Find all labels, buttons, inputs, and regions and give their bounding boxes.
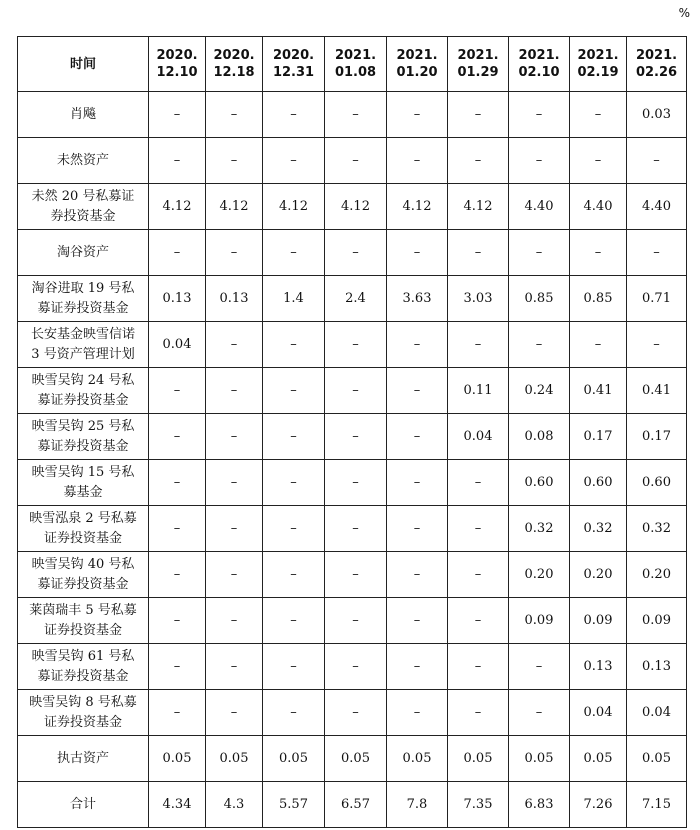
date-column-header [206, 37, 263, 92]
holder-name-line: 莱茵瑞丰 5 号私募 [29, 602, 137, 618]
date-header-line: 02.26 [635, 65, 678, 80]
table-row [18, 552, 687, 598]
holder-name-cell [18, 276, 149, 322]
value-cell: 0.05 [149, 736, 206, 782]
holder-name-line: 长安基金映雪信诺 [30, 326, 135, 342]
holder-name-cell [18, 230, 149, 276]
value-cell: 0.13 [206, 276, 263, 322]
value-cell: 0.32 [509, 506, 570, 552]
date-header-line: 2021. [518, 48, 560, 63]
value-cell: – [263, 552, 325, 598]
value-cell: – [149, 368, 206, 414]
value-cell: – [325, 460, 387, 506]
value-cell: – [509, 644, 570, 690]
value-cell: – [206, 552, 263, 598]
value-cell: 0.13 [570, 644, 627, 690]
holder-name-cell [18, 782, 149, 828]
value-cell: – [325, 552, 387, 598]
holder-name-cell [18, 92, 149, 138]
value-cell: 7.35 [448, 782, 509, 828]
value-cell: 4.3 [206, 782, 263, 828]
value-cell: – [627, 322, 687, 368]
date-header-line: 2021. [577, 48, 619, 63]
table-row [18, 230, 687, 276]
table-row [18, 184, 687, 230]
value-cell: – [387, 460, 448, 506]
value-cell: – [206, 368, 263, 414]
value-cell: 1.4 [263, 276, 325, 322]
value-cell: 7.8 [387, 782, 448, 828]
value-cell: 0.05 [627, 736, 687, 782]
holder-name-line: 映雪吴钩 15 号私 [31, 464, 135, 480]
value-cell: 0.04 [570, 690, 627, 736]
value-cell: – [570, 322, 627, 368]
value-cell: – [263, 92, 325, 138]
holder-name-line: 肖飚 [69, 106, 96, 122]
value-cell: – [448, 552, 509, 598]
holder-name-line: 证券投资基金 [43, 622, 122, 638]
date-header-line: 2020. [272, 48, 315, 63]
value-cell: 0.05 [325, 736, 387, 782]
value-cell: – [149, 414, 206, 460]
value-cell: – [448, 460, 509, 506]
holder-name-cell [18, 644, 149, 690]
value-cell: 0.17 [570, 414, 627, 460]
value-cell: – [149, 552, 206, 598]
value-cell: – [149, 138, 206, 184]
date-column-header [387, 37, 448, 92]
value-cell: 4.40 [509, 184, 570, 230]
value-cell: – [263, 690, 325, 736]
value-cell: – [149, 598, 206, 644]
value-cell: 0.09 [627, 598, 687, 644]
value-cell: – [387, 690, 448, 736]
table-row [18, 598, 687, 644]
holder-name-cell [18, 138, 149, 184]
value-cell: 0.09 [509, 598, 570, 644]
value-cell: 4.12 [325, 184, 387, 230]
holder-name-line: 3 号资产管理计划 [31, 346, 135, 362]
value-cell: 0.20 [570, 552, 627, 598]
value-cell: – [627, 230, 687, 276]
date-column-header [149, 37, 206, 92]
value-cell: 0.08 [509, 414, 570, 460]
value-cell: – [263, 414, 325, 460]
holder-name-line: 映雪吴钩 24 号私 [31, 372, 135, 388]
value-cell: 0.11 [448, 368, 509, 414]
value-cell: – [149, 506, 206, 552]
holder-name-cell [18, 598, 149, 644]
table-row [18, 460, 687, 506]
holder-name-cell [18, 368, 149, 414]
value-cell: 0.04 [627, 690, 687, 736]
value-cell: 0.60 [509, 460, 570, 506]
table-row [18, 736, 687, 782]
value-cell: – [149, 644, 206, 690]
value-cell: 0.85 [509, 276, 570, 322]
header-row [18, 37, 687, 92]
value-cell: – [387, 644, 448, 690]
value-cell: – [570, 138, 627, 184]
value-cell: – [325, 138, 387, 184]
value-cell: 0.32 [570, 506, 627, 552]
value-cell: – [325, 598, 387, 644]
value-cell: – [448, 92, 509, 138]
value-cell: – [448, 230, 509, 276]
date-header-line: 02.19 [577, 65, 619, 80]
date-column-header [627, 37, 687, 92]
value-cell: 0.41 [570, 368, 627, 414]
date-column-header [509, 37, 570, 92]
date-header-line: 12.18 [213, 65, 255, 80]
date-header-line: 2021. [396, 48, 438, 63]
value-cell: 0.05 [206, 736, 263, 782]
value-cell: – [263, 230, 325, 276]
date-header-line: 12.31 [272, 65, 315, 80]
table-row [18, 276, 687, 322]
value-cell: – [387, 322, 448, 368]
value-cell: 0.85 [570, 276, 627, 322]
value-cell: – [325, 506, 387, 552]
value-cell: – [325, 92, 387, 138]
value-cell: – [149, 92, 206, 138]
date-header-line: 2021. [457, 48, 499, 63]
date-header-line: 2021. [635, 48, 678, 63]
value-cell: 3.03 [448, 276, 509, 322]
holder-name-line: 募证券投资基金 [37, 300, 129, 316]
value-cell: 0.24 [509, 368, 570, 414]
value-cell: – [448, 690, 509, 736]
holder-name-cell [18, 506, 149, 552]
value-cell: 0.17 [627, 414, 687, 460]
value-cell: 0.03 [627, 92, 687, 138]
date-column-header [570, 37, 627, 92]
value-cell: – [387, 414, 448, 460]
value-cell: – [206, 506, 263, 552]
holder-name-cell [18, 414, 149, 460]
value-cell: – [325, 414, 387, 460]
value-cell: 0.09 [570, 598, 627, 644]
date-header-line: 02.10 [518, 65, 560, 80]
holder-name-line: 映雪吴钩 40 号私 [31, 556, 135, 572]
value-cell: 0.60 [627, 460, 687, 506]
value-cell: – [263, 322, 325, 368]
value-cell: – [263, 460, 325, 506]
value-cell: – [627, 138, 687, 184]
unit-label: % [678, 6, 690, 20]
value-cell: – [325, 690, 387, 736]
table-row [18, 782, 687, 828]
value-cell: 0.41 [627, 368, 687, 414]
value-cell: 4.12 [149, 184, 206, 230]
value-cell: – [149, 690, 206, 736]
value-cell: – [206, 138, 263, 184]
value-cell: – [149, 230, 206, 276]
value-cell: – [206, 598, 263, 644]
date-column-header [263, 37, 325, 92]
value-cell: – [206, 460, 263, 506]
value-cell: – [206, 690, 263, 736]
date-header-line: 01.29 [457, 65, 499, 80]
value-cell: 0.20 [509, 552, 570, 598]
holder-name-line: 映雪吴钩 8 号私募 [29, 694, 137, 710]
holder-name-line: 淘谷资产 [56, 244, 109, 260]
date-header-line: 2020. [156, 48, 198, 63]
date-header-line: 2020. [213, 48, 255, 63]
value-cell: – [509, 138, 570, 184]
value-cell: 4.40 [570, 184, 627, 230]
holder-name-cell [18, 552, 149, 598]
holder-name-line: 募证券投资基金 [37, 668, 129, 684]
value-cell: – [570, 230, 627, 276]
value-cell: – [206, 230, 263, 276]
value-cell: 2.4 [325, 276, 387, 322]
table-row [18, 414, 687, 460]
date-header-line: 01.08 [334, 65, 377, 80]
holder-name-line: 证券投资基金 [43, 530, 122, 546]
holder-name-cell [18, 736, 149, 782]
value-cell: 0.05 [387, 736, 448, 782]
value-cell: – [509, 690, 570, 736]
date-header-line: 12.10 [156, 65, 198, 80]
value-cell: – [448, 506, 509, 552]
value-cell: – [509, 230, 570, 276]
holder-name-cell [18, 184, 149, 230]
value-cell: 4.12 [387, 184, 448, 230]
table-row [18, 322, 687, 368]
holder-name-line: 券投资基金 [50, 208, 116, 224]
holder-name-line: 未然 20 号私募证 [31, 188, 135, 204]
table-row [18, 644, 687, 690]
value-cell: 0.05 [509, 736, 570, 782]
value-cell: 6.57 [325, 782, 387, 828]
holder-name-cell [18, 690, 149, 736]
table-row [18, 690, 687, 736]
value-cell: – [509, 322, 570, 368]
holder-name-cell [18, 460, 149, 506]
holder-name-line: 淘谷进取 19 号私 [31, 280, 135, 296]
value-cell: – [263, 506, 325, 552]
value-cell: – [387, 368, 448, 414]
value-cell: – [263, 598, 325, 644]
holder-name-line: 募基金 [63, 484, 103, 500]
holder-name-line: 募证券投资基金 [37, 438, 129, 454]
value-cell: – [206, 644, 263, 690]
value-cell: – [387, 138, 448, 184]
value-cell: 0.13 [149, 276, 206, 322]
value-cell: 0.32 [627, 506, 687, 552]
value-cell: 0.05 [448, 736, 509, 782]
value-cell: – [325, 644, 387, 690]
holder-name-line: 募证券投资基金 [37, 576, 129, 592]
value-cell: 0.13 [627, 644, 687, 690]
value-cell: – [149, 460, 206, 506]
value-cell: – [448, 644, 509, 690]
value-cell: – [387, 92, 448, 138]
value-cell: 4.12 [206, 184, 263, 230]
date-header-line: 2021. [334, 48, 377, 63]
value-cell: – [325, 322, 387, 368]
holdings-table [17, 36, 687, 828]
table-row [18, 92, 687, 138]
holder-name-line: 合计 [69, 796, 96, 812]
value-cell: 0.05 [570, 736, 627, 782]
value-cell: – [448, 322, 509, 368]
value-cell: 4.40 [627, 184, 687, 230]
value-cell: – [263, 644, 325, 690]
value-cell: 4.12 [263, 184, 325, 230]
date-column-header [325, 37, 387, 92]
value-cell: – [448, 138, 509, 184]
holder-name-line: 映雪吴钩 25 号私 [31, 418, 135, 434]
value-cell: – [263, 368, 325, 414]
value-cell: 0.05 [263, 736, 325, 782]
holder-name-line: 执古资产 [56, 750, 109, 766]
holder-name-line: 映雪吴钩 61 号私 [31, 648, 135, 664]
holder-name-line: 募证券投资基金 [37, 392, 129, 408]
corner-header: 时间 [18, 37, 149, 92]
value-cell: – [387, 506, 448, 552]
value-cell: 0.04 [149, 322, 206, 368]
holder-name-line: 证券投资基金 [43, 714, 122, 730]
value-cell: 4.12 [448, 184, 509, 230]
holder-name-line: 未然资产 [56, 152, 109, 168]
date-header-line: 01.20 [396, 65, 438, 80]
holder-name-cell [18, 322, 149, 368]
value-cell: 0.20 [627, 552, 687, 598]
holder-name-line: 映雪泓泉 2 号私募 [29, 510, 137, 526]
value-cell: – [387, 552, 448, 598]
value-cell: 7.26 [570, 782, 627, 828]
value-cell: – [570, 92, 627, 138]
value-cell: 7.15 [627, 782, 687, 828]
value-cell: 0.71 [627, 276, 687, 322]
value-cell: – [387, 230, 448, 276]
value-cell: 4.34 [149, 782, 206, 828]
value-cell: 3.63 [387, 276, 448, 322]
value-cell: 6.83 [509, 782, 570, 828]
value-cell: – [206, 414, 263, 460]
date-column-header [448, 37, 509, 92]
value-cell: – [206, 322, 263, 368]
value-cell: – [325, 230, 387, 276]
table-row [18, 368, 687, 414]
value-cell: – [387, 598, 448, 644]
value-cell: – [263, 138, 325, 184]
value-cell: – [509, 92, 570, 138]
value-cell: 5.57 [263, 782, 325, 828]
value-cell: – [325, 368, 387, 414]
value-cell: 0.60 [570, 460, 627, 506]
table-row [18, 138, 687, 184]
value-cell: – [448, 598, 509, 644]
value-cell: – [206, 92, 263, 138]
value-cell: 0.04 [448, 414, 509, 460]
table-row [18, 506, 687, 552]
